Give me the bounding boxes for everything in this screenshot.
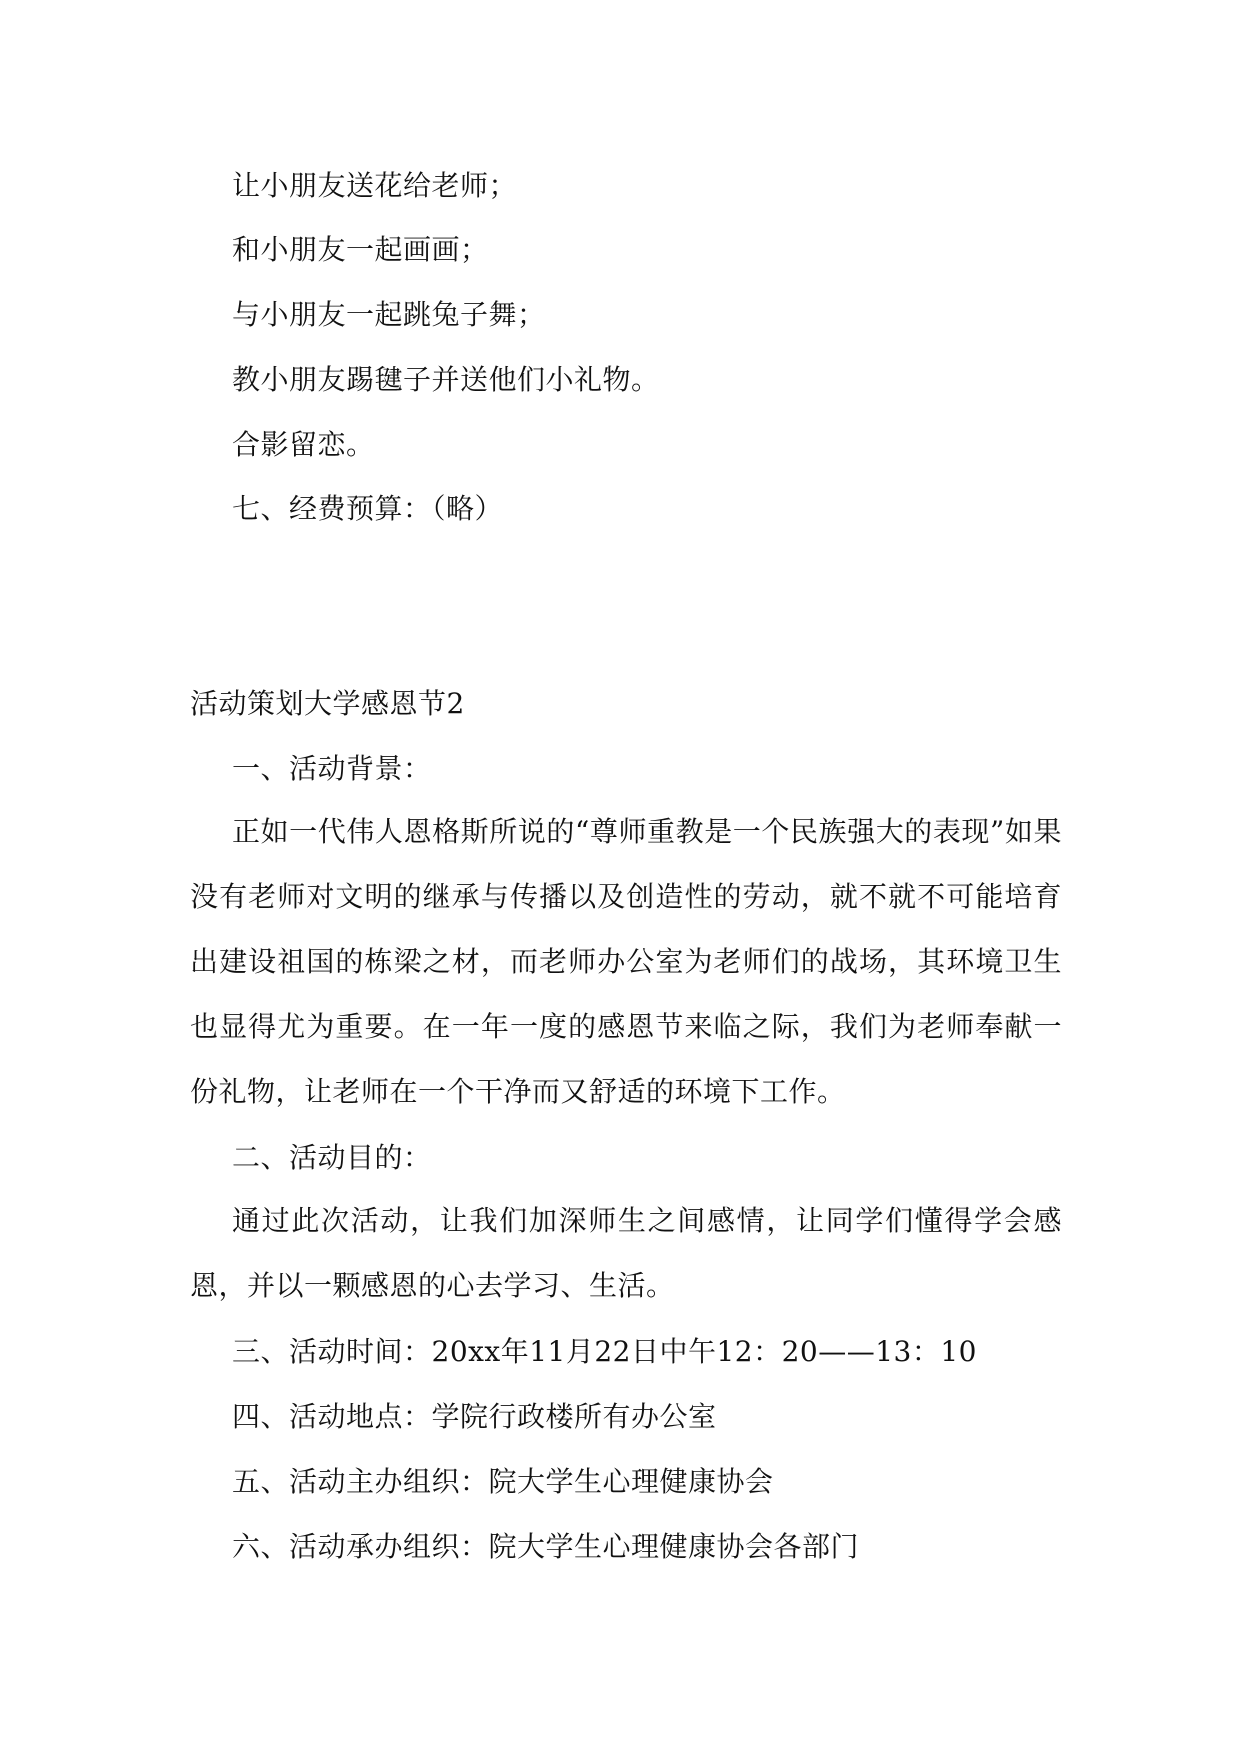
activity-item: 与小朋友一起跳兔子舞； [232, 298, 546, 331]
location-line: 四、活动地点：学院行政楼所有办公室 [232, 1400, 717, 1433]
background-paragraph: 正如一代伟人恩格斯所说的“尊师重教是一个民族强大的表现”如果没有老师对文明的继承与传播以及创造性的劳动，就不就不可能培育出建设祖国的栋梁之材，而老师办公室为老师们的战场，其环境卫生也显得尤为重要。在一年一度的感恩节来临之际，我们为老师奉献一份礼物，让老师在一个干净而又舒适的环境下工作。 [190, 815, 1062, 1108]
background-heading: 一、活动背景： [232, 752, 432, 785]
activity-item: 和小朋友一起画画； [232, 233, 489, 266]
organizer-line: 五、活动主办组织：院大学生心理健康协会 [232, 1465, 774, 1498]
activity-item: 合影留恋。 [232, 428, 375, 461]
activity-item: 让小朋友送花给老师； [232, 169, 518, 202]
time-line: 三、活动时间：20xx年11月22日中午12：20——13：10 [232, 1335, 977, 1368]
purpose-heading: 二、活动目的： [232, 1141, 432, 1174]
purpose-paragraph: 通过此次活动，让我们加深师生之间感情，让同学们懂得学会感恩，并以一颗感恩的心去学习、生活。 [190, 1204, 1062, 1302]
section-title: 活动策划大学感恩节2 [190, 687, 465, 720]
co-organizer-line: 六、活动承办组织：院大学生心理健康协会各部门 [232, 1530, 860, 1563]
activity-item: 教小朋友踢毽子并送他们小礼物。 [232, 363, 660, 396]
budget-line: 七、经费预算：（略） [232, 492, 504, 525]
